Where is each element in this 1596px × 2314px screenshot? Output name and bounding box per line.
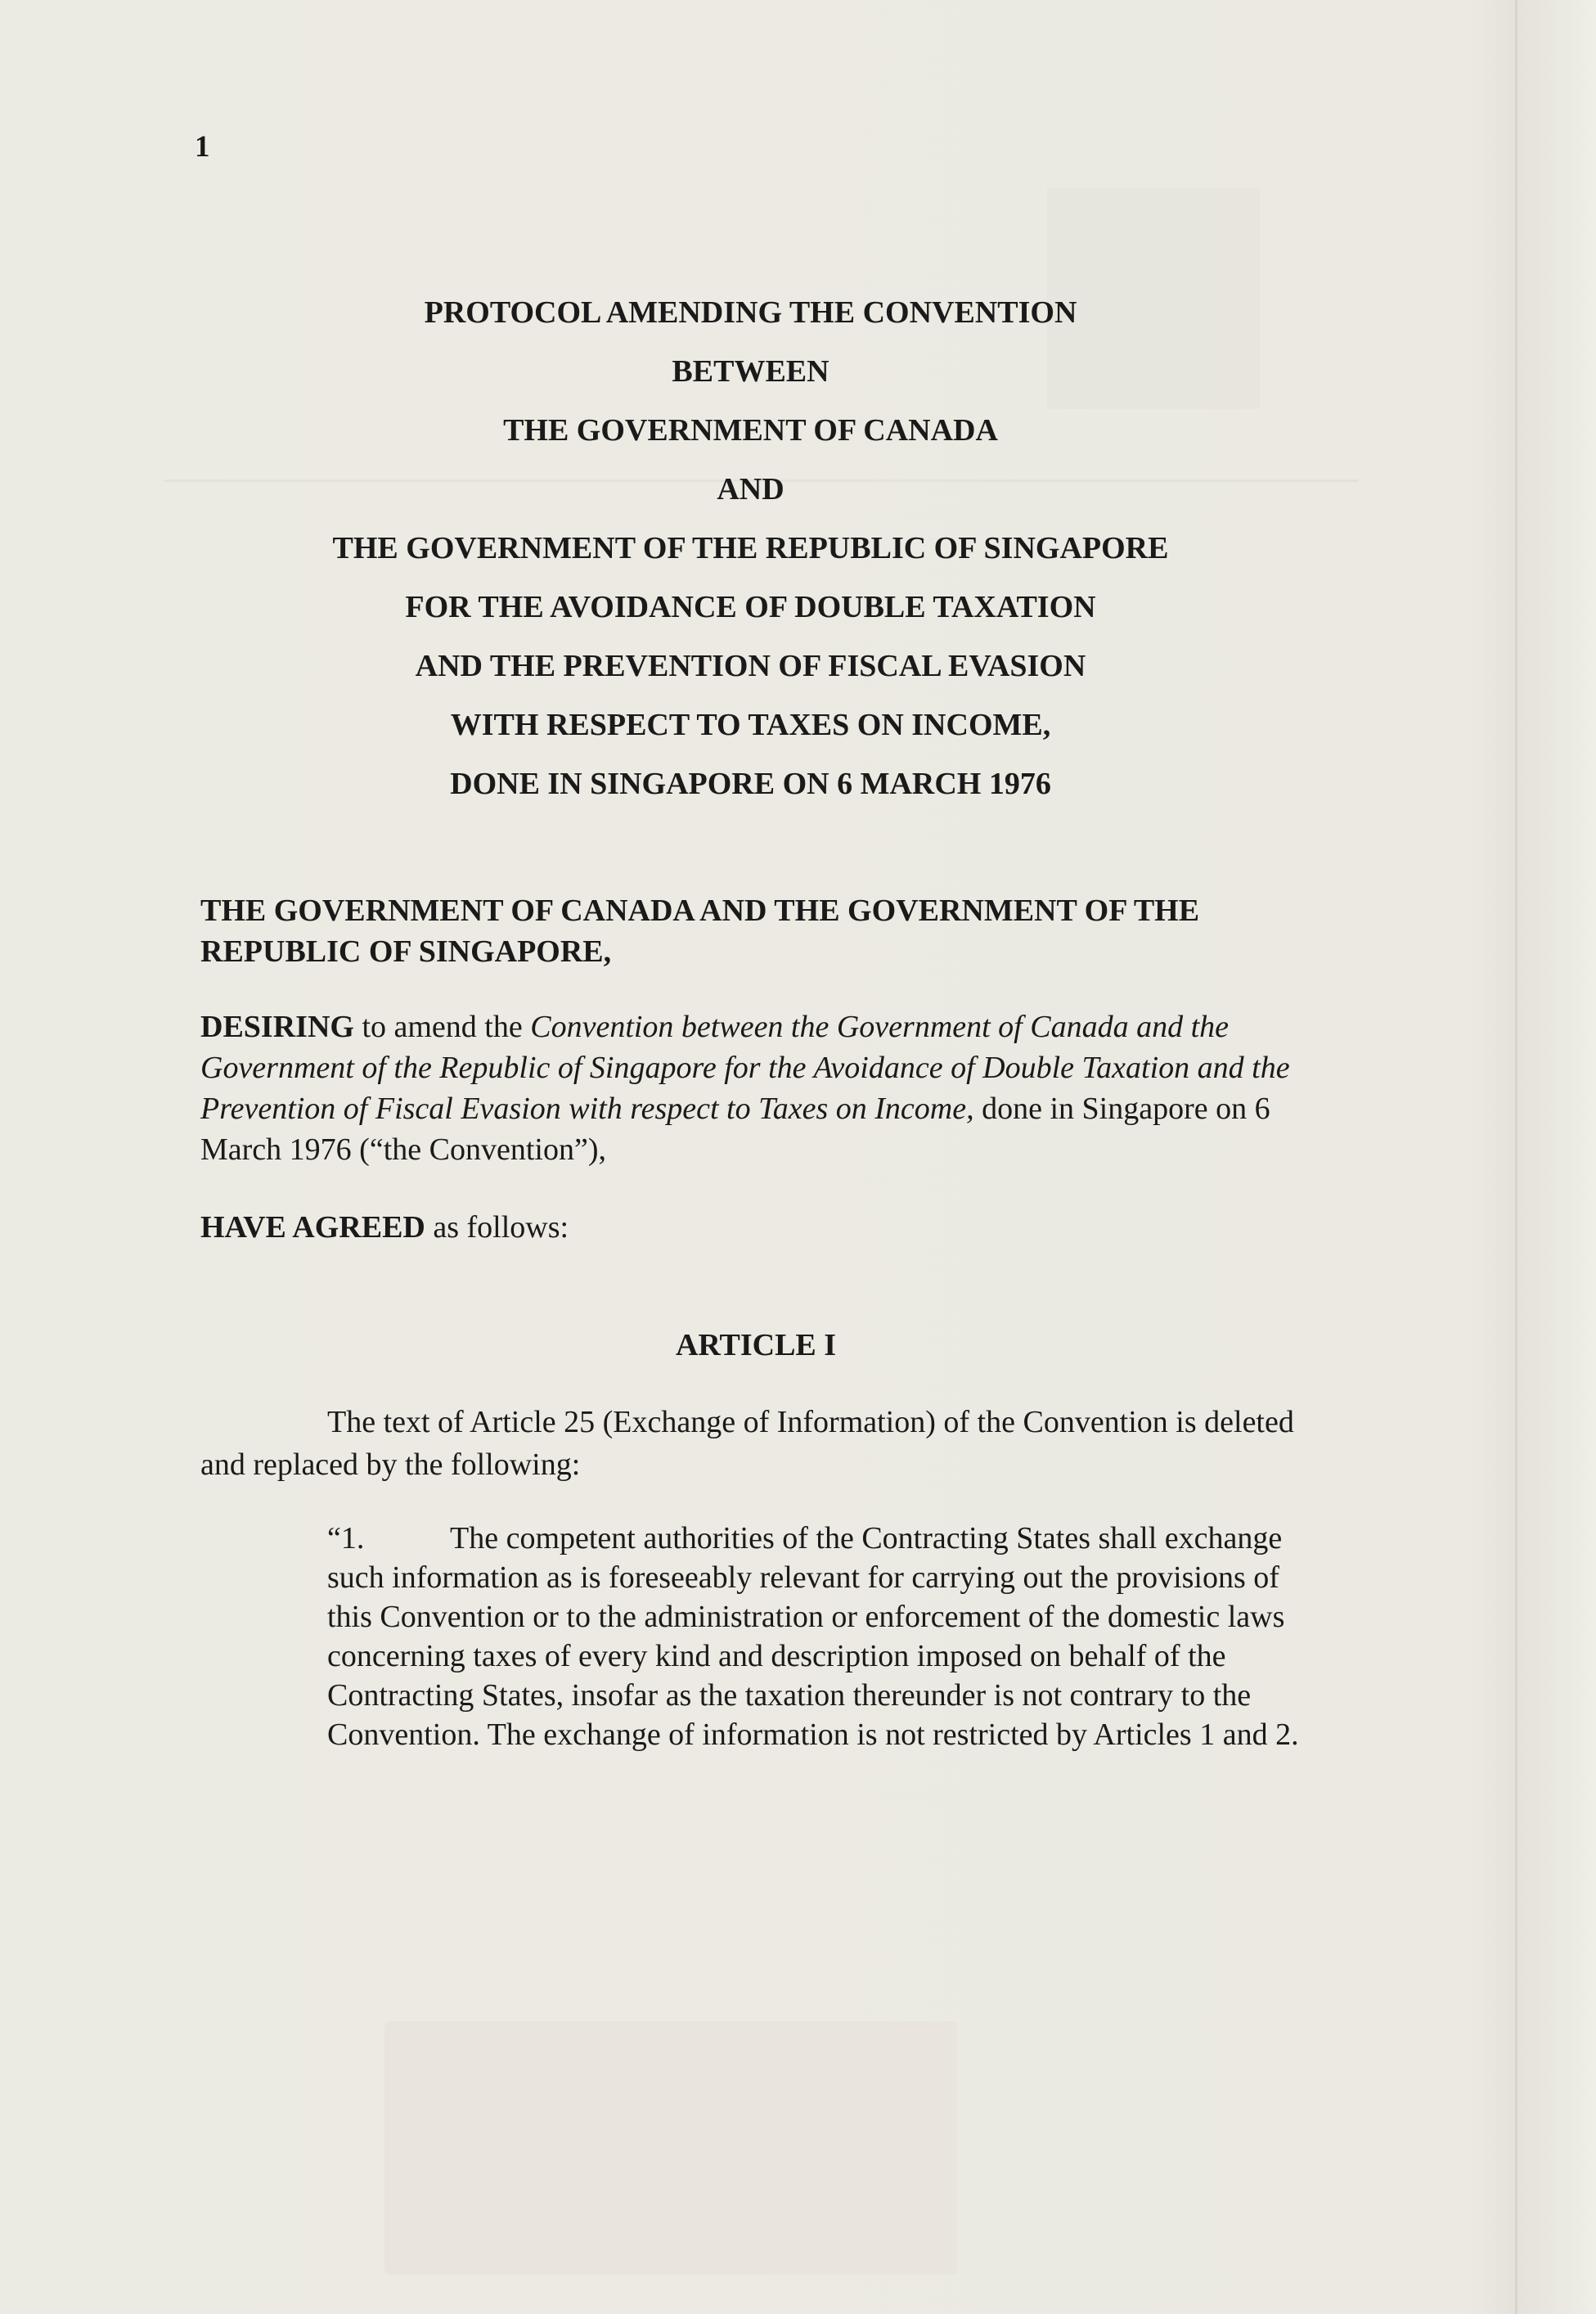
page-fold-shadow [1515,0,1517,2314]
parties-paragraph: THE GOVERNMENT OF CANADA AND THE GOVERNMENT OF THE REPUBLIC OF SINGAPORE, [200,894,1200,969]
desiring-lead: DESIRING [200,1010,354,1044]
article-intro: The text of Article 25 (Exchange of Information) of the Convention is deleted and replaced by the following: [200,1405,1294,1482]
agreed-lead: HAVE AGREED [200,1210,425,1245]
desiring-text-after: done in Singapore on 6 March 1976 (“the Convention”), [200,1092,1270,1167]
agreed-text: as follows: [425,1210,569,1245]
desiring-paragraph [200,1006,1329,1170]
title-line: FOR THE AVOIDANCE OF DOUBLE TAXATION [405,590,1096,624]
paragraph-number: “1. [327,1521,365,1555]
title-line: DONE IN SINGAPORE ON 6 MARCH 1976 [450,767,1051,801]
title-line: AND [717,472,785,506]
title-line: THE GOVERNMENT OF CANADA [503,413,998,448]
article-quoted-paragraph [327,1519,1317,1754]
title-line: WITH RESPECT TO TAXES ON INCOME, [450,708,1051,742]
title-line: BETWEEN [672,354,829,389]
paragraph-text: The competent authorities of the Contracting States shall exchange such information as is foreseeably relevant for carrying out the provisions of this Convention or to the administration or enforcement of the domestic laws concerning taxes of every kind and description imposed on behalf of the Contracting States, insofar as the taxation thereunder is not contrary to the Convention. The exchange of information is not restricted by Articles 1 and 2. [327,1521,1299,1752]
page-number: 1 [195,130,210,164]
title-line: AND THE PREVENTION OF FISCAL EVASION [415,649,1086,683]
desiring-text-before: to amend the [353,1010,531,1044]
article-heading: ARTICLE I [675,1328,837,1362]
convention-title-italic: Convention between the Government of Canada and the Government of the Republic of Singapore for the Avoidance of Double Taxation and the Prevention of Fiscal Evasion with respect to Taxes on Income, [200,1010,1290,1126]
agreed-paragraph [200,1206,1329,1249]
bleed-through-stamp [384,2021,957,2275]
protocol-title [200,283,1301,813]
title-line: THE GOVERNMENT OF THE REPUBLIC OF SINGAPORE [332,531,1169,565]
title-line: PROTOCOL AMENDING THE CONVENTION [424,295,1077,330]
